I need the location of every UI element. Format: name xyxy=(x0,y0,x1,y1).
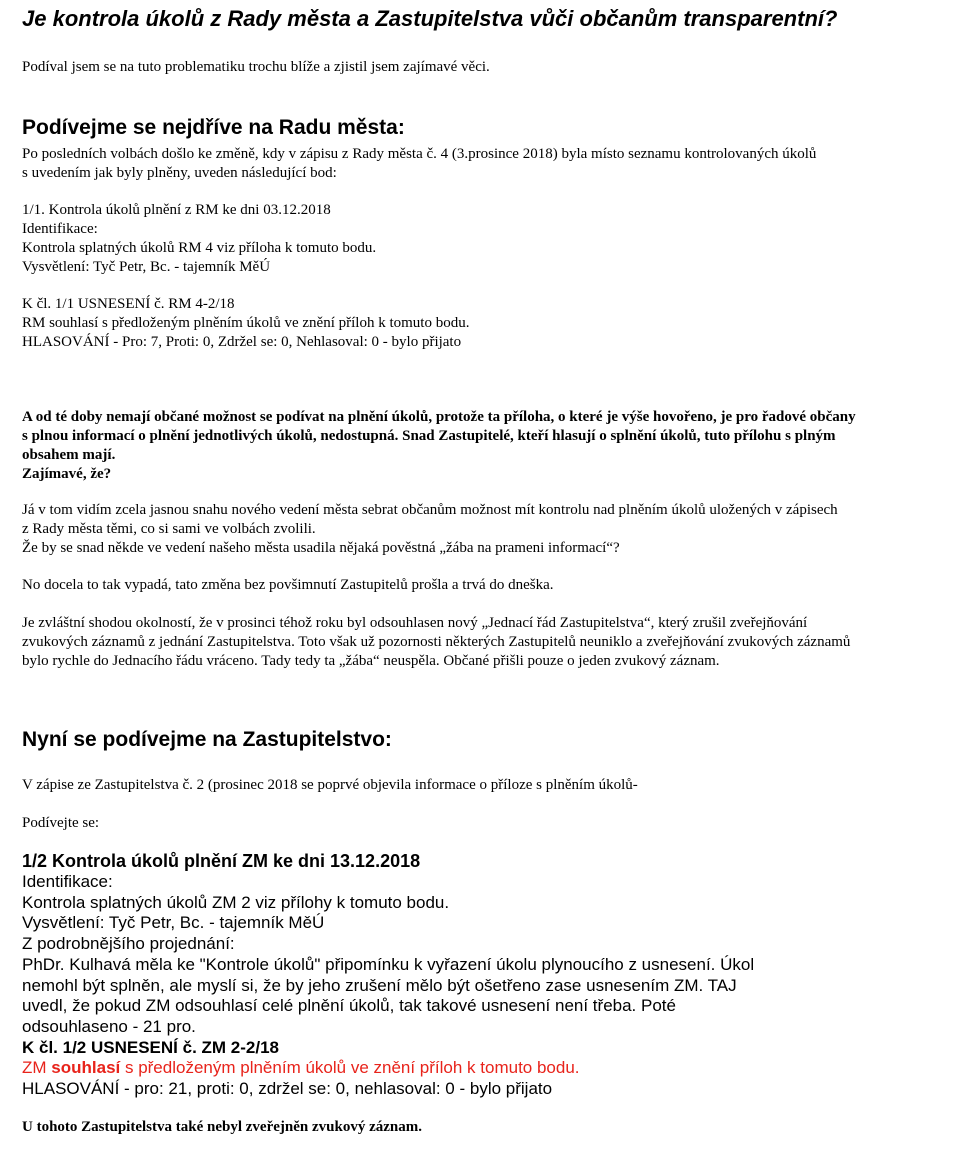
zastupitelstvo-item-heading: 1/2 Kontrola úkolů plnění ZM ke dni 13.12.2018 xyxy=(22,851,421,871)
rada-item-block: 1/1. Kontrola úkolů plnění z RM ke dni 03.12.2018 Identifikace: Kontrola splatných úkolů RM 4 viz příloha k tomuto bodu. Vysvětlení: Tyč Petr, Bc. - tajemník MěÚ xyxy=(22,202,377,275)
rada-observation: No docela to tak vypadá, tato změna bez povšimnutí Zastupitelů prošla a trvá do dneška. xyxy=(22,577,554,593)
zastupitelstvo-resolution-heading: K čl. 1/2 USNESENÍ č. ZM 2-2/18 xyxy=(22,1037,279,1057)
zastupitelstvo-paragraph: V zápise ze Zastupitelstva č. 2 (prosinec 2018 se poprvé objevila informace o příloze s plněním úkolů- xyxy=(22,777,638,793)
rada-coincidence-paragraph: Je zvláštní shodou okolností, že v prosinci téhož roku byl odsouhlasen nový „Jednací řád Zastupitelstva“, který zrušil zveřejňování zvukových záznamů z jednání Zastupitelstva. Toto však už pozornosti některých Zastupitelů neuniklo a zveřejňování zvukových záznamů bylo rychle do Jednacího řádu vráceno. Tady tedy ta „žába“ neuspěla. Občané přišli pouze o jeden zvukový záznam. xyxy=(22,615,851,669)
rada-paragraph: Po posledních volbách došlo ke změně, kdy v zápisu z Rady města č. 4 (3.prosince 2018) byla místo seznamu kontrolovaných úkolů s uvedením jak byly plněny, uveden následující bod: xyxy=(22,146,817,181)
rada-opinion-paragraph: Já v tom vidím zcela jasnou snahu nového vedení města sebrat občanům možnost mít kontrolu nad plněním úkolů uložených v zápisech z Rady města těmi, co si sami ve volbách zvolili. Že by se snad někde ve vedení našeho města usadila nějaká pověstná „žába na prameni informací“? xyxy=(22,502,838,556)
section-heading-rada: Podívejme se nejdříve na Radu města: xyxy=(22,116,405,139)
zastupitelstvo-item-block: Identifikace: Kontrola splatných úkolů ZM 2 viz přílohy k tomuto bodu. Vysvětlení: Tyč Petr, Bc. - tajemník MěÚ Z podrobnějšího projednání: PhDr. Kulhavá měla ke "Kontrole úkolů" připomínku k vyřazení úkolu plynoucího z usnesení. Úkol nemohl být splněn, ale myslí si, že by jeho zrušení mělo být ošetřeno zase usnesením ZM. TAJ uvedl, že pokud ZM odsouhlasí celé plnění úkolů, tak takové usnesení není třeba. Poté odsouhlaseno - 21 pro. K čl. 1/2 USNESENÍ č. ZM 2-2/18 ZM souhlasí s předloženým plněním úkolů ve znění příloh k tomuto bodu. HLASOVÁNÍ - pro: 21, proti: 0, zdržel se: 0, nehlasoval: 0 - bylo přijato xyxy=(22,872,755,1099)
closing-note: U tohoto Zastupitelstva také nebyl zveřejněn zvukový záznam. xyxy=(22,1119,422,1135)
zastupitelstvo-resolution-text: ZM souhlasí s předloženým plněním úkolů ve znění příloh k tomuto bodu. xyxy=(22,1058,580,1078)
rada-bold-statement: A od té doby nemají občané možnost se podívat na plnění úkolů, protože ta příloha, o které je výše hovořeno, je pro řadové občany s plnou informací o plnění jednotlivých úkolů, nedostupná. Snad Zastupitelé, kteří hlasují o splnění úkolů, tuto přílohu s plným obsahem mají. Zajímavé, že? xyxy=(22,409,856,482)
intro-paragraph: Podíval jsem se na tuto problematiku trochu blíže a zjistil jsem zajímavé věci. xyxy=(22,59,490,75)
page-title: Je kontrola úkolů z Rady města a Zastupitelstva vůči občanům transparentní? xyxy=(22,6,838,31)
section-heading-zastupitelstvo: Nyní se podívejme na Zastupitelstvo: xyxy=(22,728,392,751)
zastupitelstvo-vote: HLASOVÁNÍ - pro: 21, proti: 0, zdržel se: 0, nehlasoval: 0 - bylo přijato xyxy=(22,1079,553,1099)
zastupitelstvo-look: Podívejte se: xyxy=(22,815,100,831)
rada-resolution-block: K čl. 1/1 USNESENÍ č. RM 4-2/18 RM souhlasí s předloženým plněním úkolů ve znění příloh k tomuto bodu. HLASOVÁNÍ - Pro: 7, Proti: 0, Zdržel se: 0, Nehlasoval: 0 - bylo přijato xyxy=(22,296,470,350)
